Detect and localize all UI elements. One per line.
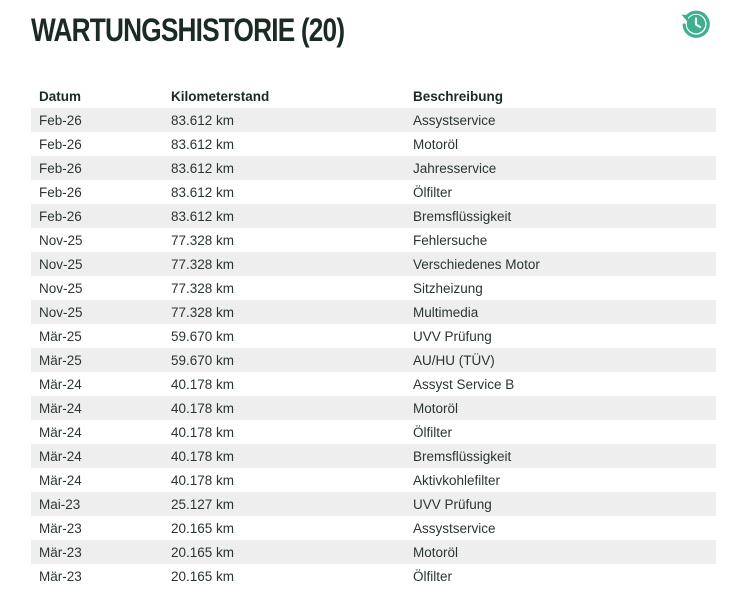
maintenance-history-table xyxy=(31,84,716,588)
table-row xyxy=(31,348,716,372)
table-row xyxy=(31,252,716,276)
cell-mileage: 20.165 km xyxy=(163,540,405,564)
cell-date: Mär-23 xyxy=(39,520,82,536)
table-row xyxy=(31,108,716,132)
cell-mileage: 25.127 km xyxy=(163,492,405,516)
table-row xyxy=(31,276,716,300)
cell-date: Mär-24 xyxy=(31,444,163,468)
cell-description: Motoröl xyxy=(405,396,716,420)
page-title: WARTUNGSHISTORIE (20) xyxy=(31,12,345,48)
cell-mileage: 83.612 km xyxy=(163,108,405,132)
cell-mileage: 77.328 km xyxy=(171,232,235,248)
cell-date: Nov-25 xyxy=(39,280,83,296)
cell-date: Feb-26 xyxy=(39,184,82,200)
table-row xyxy=(31,468,716,492)
cell-description: Ölfilter xyxy=(413,568,453,584)
table-row xyxy=(31,444,716,468)
cell-mileage: 83.612 km xyxy=(171,136,235,152)
cell-date: Nov-25 xyxy=(31,300,163,324)
table-row xyxy=(31,396,716,420)
cell-date: Feb-26 xyxy=(39,136,82,152)
cell-description: UVV Prüfung xyxy=(413,328,492,344)
table-row xyxy=(31,204,716,228)
cell-date: Mär-24 xyxy=(39,472,82,488)
table-row xyxy=(31,420,716,444)
cell-description: Fehlersuche xyxy=(413,232,488,248)
history-icon-graphic xyxy=(678,6,714,42)
cell-date: Mär-25 xyxy=(31,348,163,372)
cell-mileage: 83.612 km xyxy=(163,204,405,228)
cell-mileage: 20.165 km xyxy=(171,568,235,584)
cell-description: Jahresservice xyxy=(405,156,716,180)
cell-description: Sitzheizung xyxy=(413,280,483,296)
cell-description: Aktivkohlefilter xyxy=(413,472,501,488)
cell-description: AU/HU (TÜV) xyxy=(405,348,716,372)
cell-mileage: 83.612 km xyxy=(171,184,235,200)
table-row xyxy=(31,228,716,252)
cell-mileage: 40.178 km xyxy=(171,424,235,440)
table-row xyxy=(31,324,716,348)
cell-date: Feb-26 xyxy=(31,156,163,180)
cell-description: Verschiedenes Motor xyxy=(405,252,716,276)
cell-date: Feb-26 xyxy=(31,204,163,228)
table-row xyxy=(31,564,716,588)
cell-date: Mär-24 xyxy=(31,396,163,420)
cell-mileage: 20.165 km xyxy=(171,520,235,536)
cell-description: Motoröl xyxy=(405,540,716,564)
table-row xyxy=(31,492,716,516)
cell-mileage: 59.670 km xyxy=(163,348,405,372)
cell-description: Assystservice xyxy=(413,520,496,536)
cell-description: Ölfilter xyxy=(413,184,453,200)
table-row xyxy=(31,372,716,396)
table-body xyxy=(31,108,716,588)
cell-mileage: 77.328 km xyxy=(171,280,235,296)
table-row xyxy=(31,516,716,540)
cell-description: Motoröl xyxy=(413,136,459,152)
history-icon[interactable] xyxy=(678,6,714,42)
table-row xyxy=(31,540,716,564)
cell-mileage: 40.178 km xyxy=(171,376,235,392)
cell-mileage: 40.178 km xyxy=(163,396,405,420)
table-row xyxy=(31,180,716,204)
cell-mileage: 83.612 km xyxy=(163,156,405,180)
column-header-date: Datum xyxy=(39,88,82,104)
table-header-row xyxy=(31,84,716,108)
table-row xyxy=(31,132,716,156)
cell-mileage: 77.328 km xyxy=(163,300,405,324)
cell-date: Mär-24 xyxy=(39,424,82,440)
cell-description: UVV Prüfung xyxy=(405,492,716,516)
cell-date: Feb-26 xyxy=(31,108,163,132)
table-row xyxy=(31,300,716,324)
column-header-mileage: Kilometerstand xyxy=(171,88,270,104)
table-row xyxy=(31,156,716,180)
cell-mileage: 59.670 km xyxy=(171,328,235,344)
cell-date: Mär-24 xyxy=(39,376,82,392)
cell-date: Mär-25 xyxy=(39,328,82,344)
cell-mileage: 40.178 km xyxy=(163,444,405,468)
cell-date: Mär-23 xyxy=(39,568,82,584)
cell-description: Multimedia xyxy=(405,300,716,324)
cell-description: Bremsflüssigkeit xyxy=(405,204,716,228)
cell-mileage: 40.178 km xyxy=(171,472,235,488)
cell-date: Nov-25 xyxy=(39,232,83,248)
column-header-description: Beschreibung xyxy=(413,88,504,104)
cell-description: Bremsflüssigkeit xyxy=(405,444,716,468)
cell-description: Ölfilter xyxy=(413,424,453,440)
cell-date: Mai-23 xyxy=(31,492,163,516)
cell-date: Nov-25 xyxy=(31,252,163,276)
cell-description: Assystservice xyxy=(405,108,716,132)
cell-mileage: 77.328 km xyxy=(163,252,405,276)
cell-date: Mär-23 xyxy=(31,540,163,564)
cell-description: Assyst Service B xyxy=(413,376,515,392)
